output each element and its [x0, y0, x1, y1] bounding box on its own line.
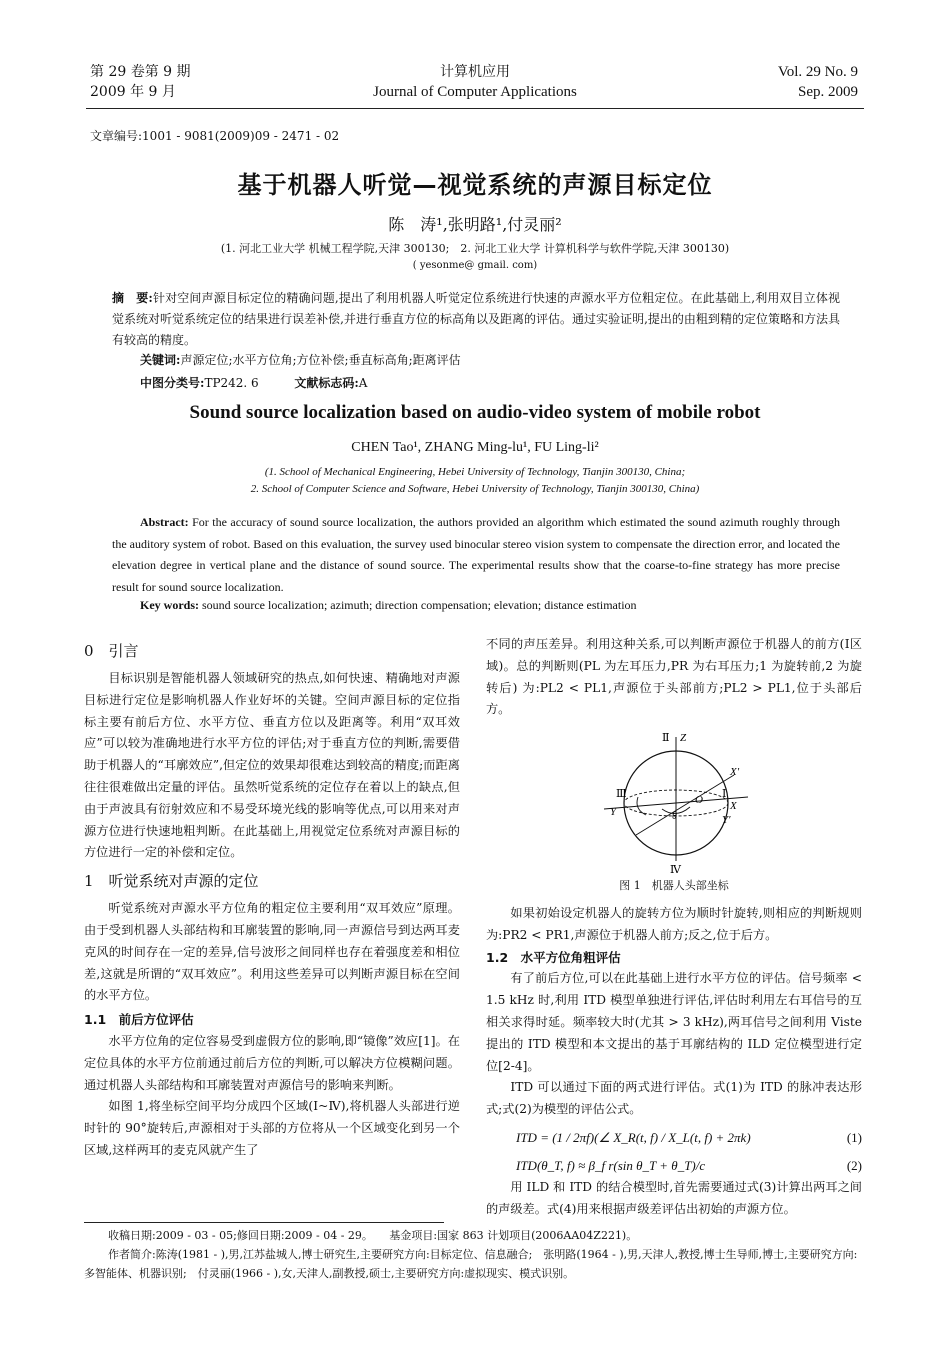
volume-en: Vol. 29 No. 9	[777, 64, 858, 80]
equation-1	[486, 1121, 862, 1155]
title-en: Sound source localization based on audio-video system of mobile robot	[189, 402, 761, 423]
article-number: 文章编号:1001 - 9081(2009)09 - 2471 - 02	[90, 129, 340, 143]
label-I: Ⅰ	[722, 787, 727, 801]
journal-issue	[90, 62, 290, 102]
right-column	[486, 634, 862, 1221]
label-X-prime: X′	[730, 766, 740, 779]
authors-en: CHEN Tao¹, ZHANG Ming-lu¹, FU Ling-li²	[351, 440, 599, 455]
footnote	[84, 1226, 862, 1283]
label-III: Ⅲ	[616, 787, 627, 801]
keywords-en-text: sound source localization; azimuth; direction compensation; elevation; distance estimation	[202, 598, 637, 612]
abstract-en	[112, 512, 840, 598]
doccode-value: A	[358, 376, 368, 390]
section-1-1-title: 1.1 前后方位评估	[84, 1012, 194, 1028]
label-II: Ⅱ	[662, 731, 670, 745]
paragraph-rotation-rule: 如果初始设定机器人的旋转方位为顺时针旋转,则相应的判断规则为:PR2 < PR1,声源位于机器人前方;反之,位于后方。	[486, 905, 862, 942]
keywords-en	[140, 598, 840, 613]
label-theta: θ	[672, 811, 677, 823]
header-divider	[86, 108, 864, 109]
paragraph-continued: 不同的声压差异。利用这种关系,可以判断声源位于机器人的前方(Ⅰ区域)。总的判断则(PL 为左耳压力,PR 为右耳压力;1 为旋转前,2 为旋转后) 为:PL2 < PL1,声源位于头部前方;PL2 > PL1,位于头部后方。	[486, 637, 862, 717]
clc-label: 中图分类号:	[140, 376, 205, 390]
abstract-cn-label: 摘 要:	[112, 291, 153, 305]
abstract-cn	[112, 288, 840, 351]
issue-volume: 第 29 卷第 9 期	[90, 64, 191, 80]
journal-name-en: Journal of Computer Applications	[373, 84, 577, 100]
journal-name	[325, 62, 625, 102]
left-column	[84, 640, 460, 1162]
equation-2-body: ITD(θ_T, f) ≈ β_f r(sin θ_T + θ_T)/c	[516, 1157, 706, 1173]
section-1-2-paragraph-2: ITD 可以通过下面的两式进行评估。式(1)为 ITD 的脉冲表达形式;式(2)为模型的评估公式。	[486, 1080, 862, 1117]
keywords-en-label: Key words:	[140, 598, 199, 612]
label-Y-prime: Y′	[722, 814, 731, 827]
label-O: O	[695, 794, 703, 807]
clc-value: TP242. 6	[204, 376, 259, 390]
journal-volume-en	[658, 62, 858, 102]
footnote-bio: 作者简介:陈涛(1981 - ),男,江苏盐城人,博士研究生,主要研究方向:目标定位、信息融合; 张明路(1964 - ),男,天津人,教授,博士生导师,博士,主要研究方向:多智能体、机器识别; 付灵丽(1966 - ),女,天津人,副教授,硕士,主要研究方向:虚拟现实、模式识别。	[84, 1248, 858, 1280]
classification	[140, 374, 840, 391]
section-1-1-paragraph-1: 水平方位角的定位容易受到虚假方位的影响,即“镜像”效应[1]。在定位具体的水平方位前通过前后方位的判断,可以解决方位模糊问题。通过机器人头部结构和耳廓装置对声源信号的影响来判断。	[84, 1033, 460, 1092]
journal-name-cn: 计算机应用	[440, 64, 510, 80]
section-1-2-paragraph-3: 用 ILD 和 ITD 的结合模型时,首先需要通过式(3)计算出两耳之间的声级差。式(4)用来根据声级差评估出初始的声源方位。	[486, 1179, 862, 1216]
equation-1-number: (1)	[846, 1129, 862, 1145]
affiliation-en	[90, 464, 860, 498]
robot-head-coordinate-figure	[486, 723, 862, 875]
keywords-cn	[140, 351, 840, 368]
section-1-paragraph: 听觉系统对声源水平方位角的粗定位主要利用“双耳效应”原理。由于受到机器人头部结构和耳廓装置的影响,同一声源信号到达两耳麦克风的时间存在一定的差异,信号波形之间同样也存在着强度差和相位差,这就是所谓的“双耳效应”。利用这些差异可以判断声源目标在空间的水平方位。	[84, 901, 460, 1003]
figure-1	[486, 723, 862, 875]
title-cn: 基于机器人听觉—视觉系统的声源目标定位	[237, 171, 713, 199]
footnote-divider	[84, 1222, 444, 1223]
section-1-2-paragraph-1: 有了前后方位,可以在此基础上进行水平方位的评估。信号频率 < 1.5 kHz 时,利用 ITD 模型单独进行评估,评估时利用左右耳信号的互相关求得时延。频率较大时(尤其 > 3 kHz),两耳信号之间利用 Viste 提出的 ITD 模型和本文提出的基于耳廓结构的 ILD 定位模型进行定位[2-4]。	[486, 971, 862, 1073]
section-1-title: 1 听觉系统对声源的定位	[84, 872, 259, 891]
equation-2	[486, 1155, 862, 1177]
section-0-paragraph: 目标识别是智能机器人领域研究的热点,如何快速、精确地对声源目标进行定位是影响机器人作业好坏的关键。空间声源目标的定位指标主要有前后方位、水平方位、垂直方位以及距离等。利用“双耳效应”可以较为准确地进行水平方位的评估;对于垂直方位的判断,需要借助于机器人的“耳廓效应”,但定位的效果却很难达到较高的精度;而距离往往很难做出定量的评估。虽然听觉系统的定位存在着以上的缺点,但由于声波具有衍射效应和不易受环境光线的影响等优点,可以用来对声源方位进行快速地粗判断。在此基础上,用视觉定位系统对声源目标的方位进行一定的补偿和定位。	[84, 671, 460, 860]
authors-cn: 陈 涛¹,张明路¹,付灵丽²	[388, 215, 562, 234]
section-1-1-paragraph-2: 如图 1,将坐标空间平均分成四个区域(Ⅰ~Ⅳ),将机器人头部进行逆时针的 90°旋转后,声源相对于头部的方位将从一个区域变化到另一个区域,这样两耳的麦克风就产生了	[84, 1099, 460, 1157]
label-Z: Z	[680, 732, 687, 745]
label-X: X	[730, 800, 737, 813]
affiliation-en-1: (1. School of Mechanical Engineering, Hebei University of Technology, Tianjin 300130, China;	[264, 466, 686, 478]
abstract-cn-text: 针对空间声源目标定位的精确问题,提出了利用机器人听觉定位系统进行快速的声源水平方位粗定位。在此基础上,利用双目立体视觉系统对听觉系统定位的结果进行误差补偿,并进行垂直方位的标高角以及距离的评估。通过实验证明,提出的由粗到精的定位策略和方法具有较高的精度。	[112, 291, 840, 347]
label-Y: Y	[610, 806, 617, 819]
figure-1-caption: 图 1 机器人头部坐标	[619, 879, 729, 893]
keywords-cn-text: 声源定位;水平方位角;方位补偿;垂直标高角;距离评估	[180, 353, 461, 367]
abstract-en-text: For the accuracy of sound source localization, the authors provided an algorithm which estimated the sound azimuth roughly through the auditory system of robot. Based on this evaluation, the survey used binocular stereo vision system to compensate the direction error, and located the elevation degree in vertical plane and the distance of sound source. The experimental results show that the coarse-to-fine strategy has more precise result for sound source localization.	[112, 515, 841, 594]
issue-date: 2009 年 9 月	[90, 84, 176, 100]
abstract-en-label: Abstract:	[140, 515, 189, 529]
keywords-cn-label: 关键词:	[140, 353, 181, 367]
equation-1-body: ITD = (1 / 2πf)(∠ X_R(t, f) / X_L(t, f) + 2πk)	[516, 1129, 751, 1145]
doccode-label: 文献标志码:	[294, 376, 359, 390]
equation-2-number: (2)	[846, 1157, 862, 1173]
date-en: Sep. 2009	[798, 84, 858, 100]
footnote-received: 收稿日期:2009 - 03 - 05;修回日期:2009 - 04 - 29。 基金项目:国家 863 计划项目(2006AA04Z221)。	[108, 1229, 638, 1242]
section-0-title: 0 引言	[84, 642, 139, 660]
author-email: ( yesonme@ gmail. com)	[412, 260, 538, 271]
affiliation-en-2: 2. School of Computer Science and Software, Hebei University of Technology, Tianjin 300130, China)	[250, 483, 700, 495]
affiliation-cn: (1. 河北工业大学 机械工程学院,天津 300130; 2. 河北工业大学 计算机科学与软件学院,天津 300130)	[220, 242, 730, 255]
section-1-2-title: 1.2 水平方位角粗评估	[486, 949, 621, 965]
label-IV: Ⅳ	[670, 863, 681, 876]
